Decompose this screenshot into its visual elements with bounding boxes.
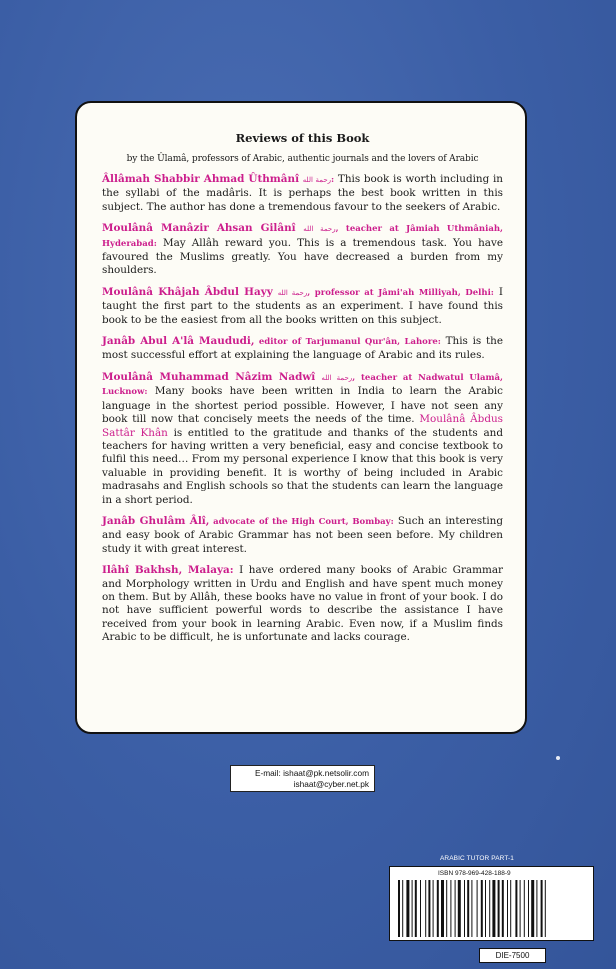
barcode-bar	[536, 880, 537, 937]
barcode-bar	[498, 880, 500, 937]
barcode-bar	[433, 880, 434, 937]
isbn-barcode-box	[389, 866, 594, 941]
series-label: ARABIC TUTOR PART-1	[440, 855, 515, 862]
barcode-bar	[507, 880, 508, 937]
decorative-dot	[556, 756, 560, 760]
reviewer-role: , professor at Jâmi'ah Milliyah, Delhi:	[307, 287, 494, 298]
reviewer-role: , teacher at Jâmiah Uthmâniah, Hyderabad:	[102, 224, 503, 249]
barcode-bar	[420, 880, 421, 937]
barcode-bar	[458, 880, 461, 937]
reviews-title: Reviews of this Book	[235, 131, 370, 145]
barcode-bar	[464, 880, 465, 937]
barcode-bar	[541, 880, 543, 937]
author-name: Moulânâ Âbdus Sattâr Khân	[102, 413, 503, 439]
barcode-bar	[441, 880, 444, 937]
barcode-bar	[531, 880, 534, 937]
review-text: I taught the first part to the students as an experiment. I have found this book to be the easiest from all the books written on this subject.	[102, 285, 503, 326]
reviewer-name: Âllâmah Shabbir Ahmad Ûthmânî	[102, 173, 300, 185]
barcode-bar	[515, 880, 517, 937]
barcode-bar	[437, 880, 439, 937]
barcode-bar	[510, 880, 511, 937]
barcode-bar	[545, 880, 546, 937]
review-text: May Allâh reward you. This is a tremendous task. You have favoured the Muslims greatly. You have decreased a burden from my shoulders.	[102, 236, 503, 277]
barcode-bar	[446, 880, 447, 937]
review-text: Such an interesting and easy book of Arabic Grammar has not been seen before. My children study it with great interest.	[102, 514, 503, 555]
review-text: This book is worth including in the syllabi of the madâris. It is perhaps the best book written in this subject. The author has done a tremendous favour to the seekers of Arabic.	[102, 173, 503, 213]
salutation-text: رحمة الله	[277, 288, 308, 297]
salutation-text: رحمة الله	[302, 176, 332, 184]
barcode-bar	[489, 880, 490, 937]
reviewer-role: advocate of the High Court, Bombay:	[209, 516, 394, 527]
barcode-bar	[455, 880, 456, 937]
catalog-code: DIE-7500	[479, 948, 546, 963]
barcode-bar	[481, 880, 483, 937]
barcode-bar	[485, 880, 486, 937]
reviewer-name: Ilâhî Bakhsh, Malaya:	[102, 564, 234, 577]
review-nadwi	[102, 371, 503, 507]
reviewer-role: editor of Tarjumanul Qur'ân, Lahore:	[254, 337, 441, 348]
email-line-2: ishaat@cyber.net.pk	[293, 779, 369, 789]
barcode-bar	[398, 880, 400, 937]
reviewer-role: , teacher at Nadwatul Ulamâ, Lucknow:	[102, 372, 503, 398]
reviewer-role: :	[331, 175, 335, 185]
barcode-bar	[428, 880, 430, 937]
barcode-bar	[492, 880, 495, 937]
reviewer-name: Moulânâ Muhammad Nâzim Nadwî	[102, 370, 316, 383]
barcode-bar	[528, 880, 529, 937]
barcode-bar	[524, 880, 525, 937]
review-text: This is the most successful effort at explaining the language of Arabic and its rules.	[102, 335, 504, 362]
barcode-bar	[520, 880, 521, 937]
barcode-bar	[467, 880, 469, 937]
review-ghulam-ali	[102, 515, 503, 556]
review-text: Many books have been written in India to learn the Arabic language in the shortest period possible. However, I have not seen any book till now that concisely meets the needs of the time.	[102, 385, 503, 426]
salutation-text: رحمة الله	[303, 225, 336, 234]
email-line-1: E-mail: ishaat@pk.netsolir.com	[254, 768, 369, 778]
reviewer-name: Janâb Ghulâm Âlî,	[102, 514, 210, 527]
barcode-bar	[425, 880, 426, 937]
review-gilani	[102, 222, 503, 278]
isbn-text: ISBN 978-969-428-188-9	[438, 870, 511, 877]
review-ilahi-bakhsh	[102, 564, 503, 644]
review-uthmani	[102, 173, 503, 214]
barcode-bar	[450, 880, 451, 937]
barcode-bar	[502, 880, 504, 937]
barcode-bar	[415, 880, 417, 937]
review-text: I have ordered many books of Arabic Grammar and Morphology written in Urdu and English and have spent much money on them. But by Allâh, these books have no value in front of your book. I do not have sufficient powerful words to describe the assistance I have received from your book in learning Arabic. Even now, if a Muslim finds Arabic to be difficult, he is unfortunate and lacks courage.	[102, 564, 503, 644]
barcode-bar	[406, 880, 409, 937]
reviews-panel	[75, 101, 527, 734]
barcode-bar	[412, 880, 413, 937]
barcode-graphic	[398, 880, 586, 937]
review-hayy	[102, 286, 503, 327]
review-text-continued: is entitled to the gratitude and thanks of the students and teachers for having written a very beneficial, easy and concise textbook to fulfil this need… From my personal experience I know that this book is very valuable in providing benefit. It is worthy of being included in Arabic madrasahs and English schools so that the students can learn the language in a short period.	[102, 426, 503, 506]
reviewer-name: Janâb Abul A'lâ Maududi,	[102, 335, 255, 348]
salutation-text: رحمة الله	[321, 373, 353, 382]
barcode-bar	[471, 880, 472, 937]
barcode-bar	[477, 880, 478, 937]
reviewer-name: Moulânâ Manâzir Ahsan Gilânî	[102, 222, 296, 235]
email-box	[230, 765, 375, 792]
review-maududi	[102, 335, 503, 363]
reviews-subtitle: by the Ûlamâ, professors of Arabic, authentic journals and the lovers of Arabic	[126, 154, 479, 164]
barcode-bar	[402, 880, 403, 937]
reviewer-name: Moulânâ Khâjah Âbdul Hayy	[102, 285, 273, 298]
